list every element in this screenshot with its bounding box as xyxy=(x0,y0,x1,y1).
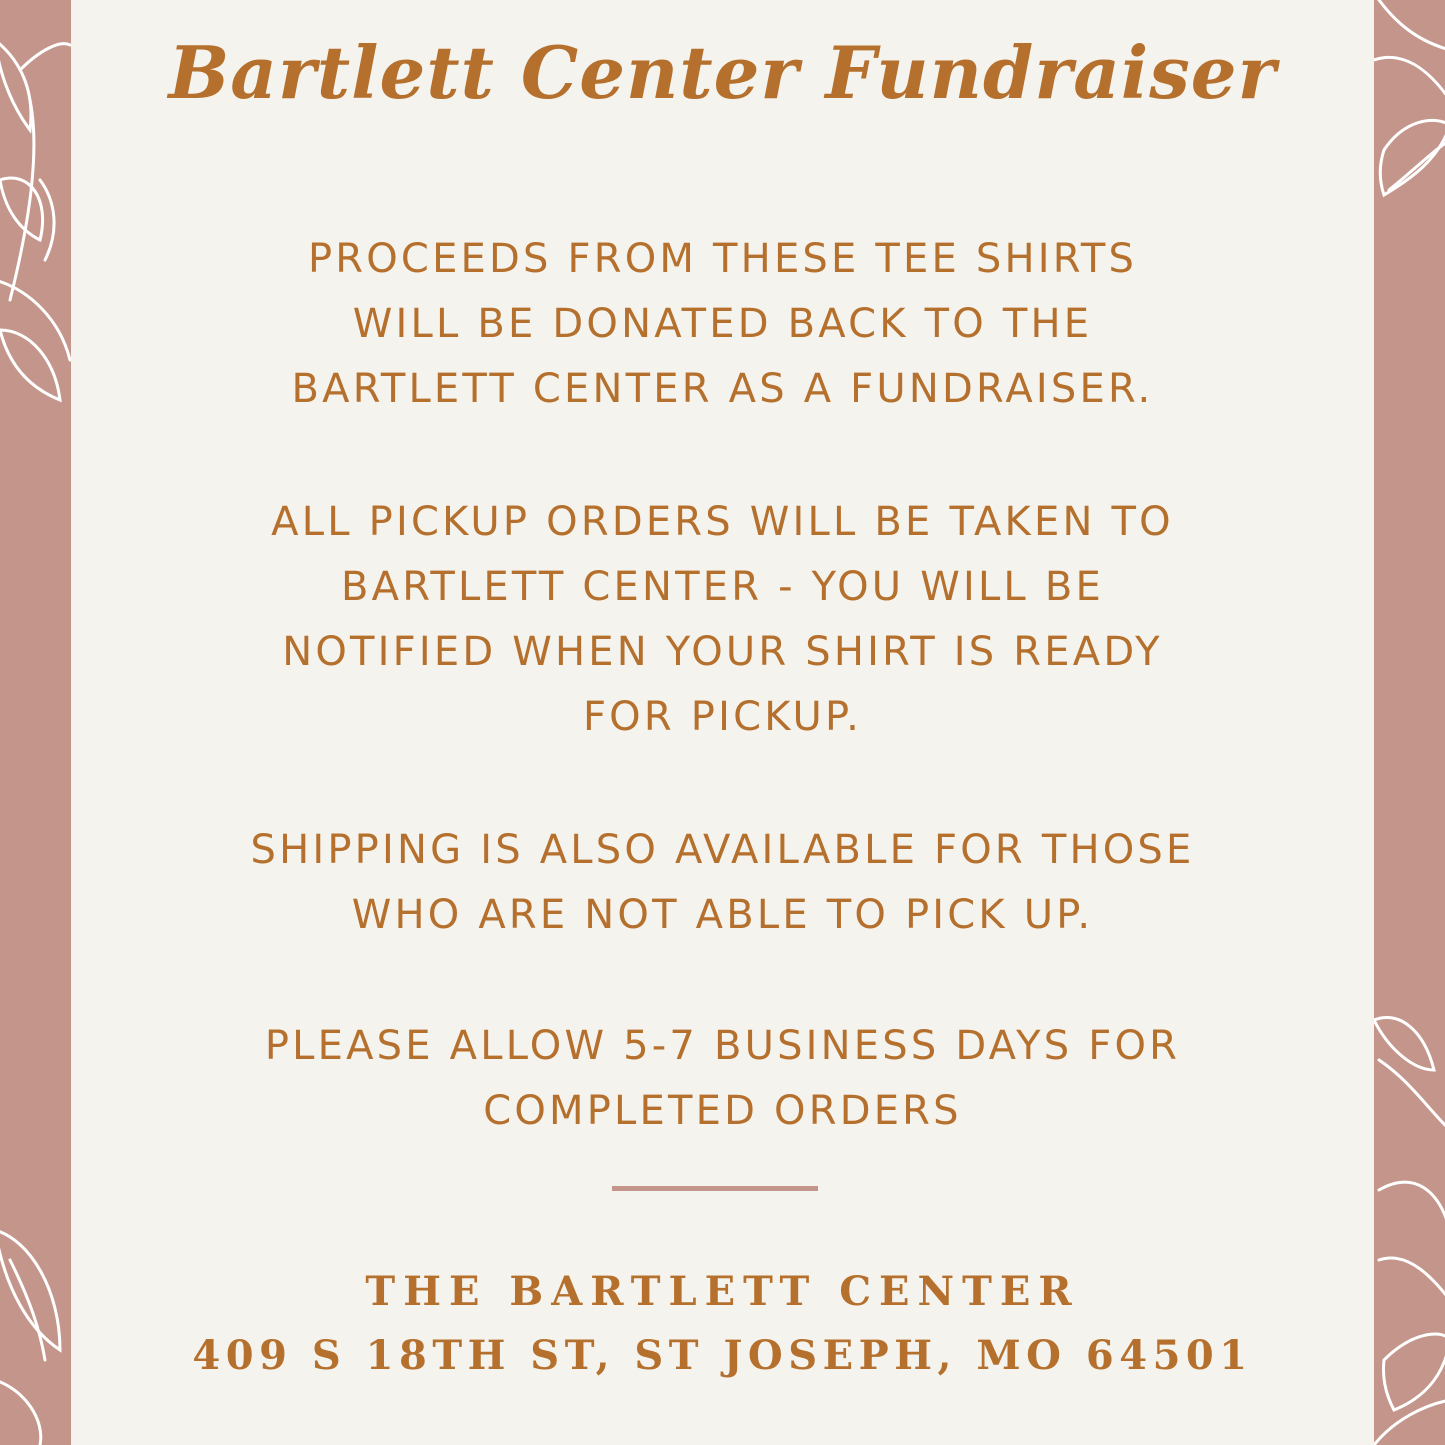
floral-leaf-outline-icon xyxy=(1374,0,1445,1445)
flyer-panel xyxy=(71,0,1374,1445)
text-line: FOR PICKUP. xyxy=(582,694,863,740)
paragraph-shipping xyxy=(111,818,1334,948)
divider xyxy=(612,1186,818,1191)
text-line: COMPLETED ORDERS xyxy=(483,1088,962,1134)
organization-name: THE BARTLETT CENTER xyxy=(365,1268,1080,1315)
text-line: BARTLETT CENTER - YOU WILL BE xyxy=(341,564,1104,610)
floral-leaf-outline-icon xyxy=(0,0,71,1445)
left-floral-border xyxy=(0,0,71,1445)
text-line: PROCEEDS FROM THESE TEE SHIRTS xyxy=(307,236,1138,282)
address: 409 S 18TH ST, ST JOSEPH, MO 64501 xyxy=(192,1332,1253,1379)
text-line: WHO ARE NOT ABLE TO PICK UP. xyxy=(351,892,1094,938)
text-line: NOTIFIED WHEN YOUR SHIRT IS READY xyxy=(282,629,1163,675)
text-line: BARTLETT CENTER AS A FUNDRAISER. xyxy=(291,366,1154,412)
text-line: SHIPPING IS ALSO AVAILABLE FOR THOSE xyxy=(250,827,1195,873)
text-line: PLEASE ALLOW 5-7 BUSINESS DAYS FOR xyxy=(264,1023,1181,1069)
page-title: Bartlett Center Fundraiser xyxy=(168,30,1277,115)
paragraph-proceeds xyxy=(111,227,1334,422)
text-line: WILL BE DONATED BACK TO THE xyxy=(352,301,1093,347)
paragraph-pickup xyxy=(111,490,1334,750)
right-floral-border xyxy=(1374,0,1445,1445)
text-line: ALL PICKUP ORDERS WILL BE TAKEN TO xyxy=(271,499,1174,545)
paragraph-processing-time xyxy=(111,1014,1334,1144)
